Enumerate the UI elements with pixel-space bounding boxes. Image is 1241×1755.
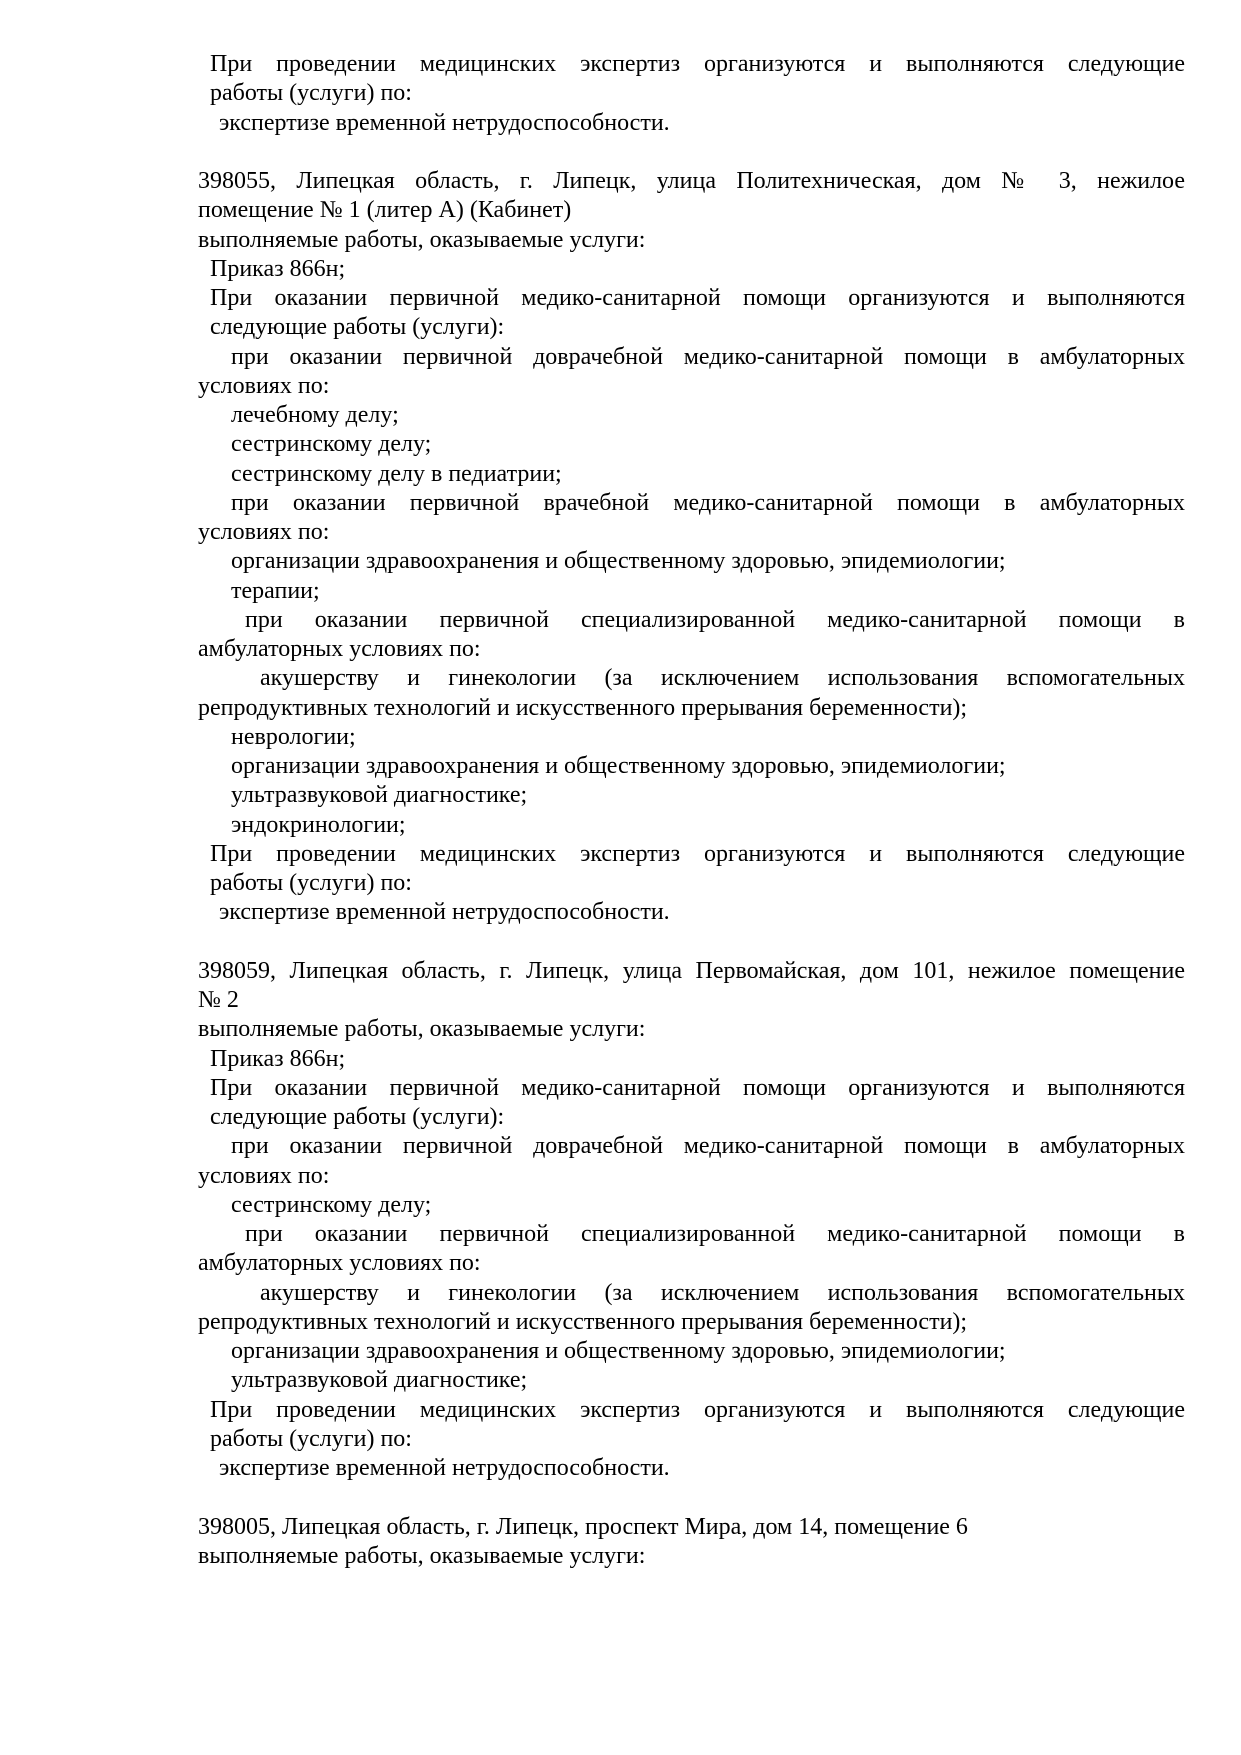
text-line: амбулаторных условиях по: (198, 1250, 481, 1277)
text-line: репродуктивных технологий и искусственного прерывания беременности); (198, 694, 968, 721)
text-line: помещение № 1 (литер А) (Кабинет) (198, 197, 572, 224)
text-line: работы (услуги) по: (210, 870, 412, 896)
text-line: При оказании первичной медико-санитарной помощи организуются и выполняются (210, 1074, 1185, 1101)
text-line: экспертизе временной нетрудоспособности. (219, 899, 670, 926)
text-line: При оказании первичной медико-санитарной помощи организуются и выполняются (210, 285, 1185, 311)
block-address-398005 (198, 1513, 1185, 1572)
block-expertise-top (198, 50, 1185, 138)
text-line: ультразвуковой диагностике; (231, 782, 528, 809)
text-line: сестринскому делу; (231, 431, 432, 458)
text-line: следующие работы (услуги): (210, 314, 505, 341)
text-line: неврологии; (231, 723, 356, 750)
text-line: Приказ 866н; (210, 1045, 346, 1072)
text-line: условиях по: (198, 372, 330, 399)
text-line: работы (услуги) по: (210, 80, 412, 107)
text-line: условиях по: (198, 1162, 330, 1189)
text-line: Приказ 866н; (210, 255, 346, 282)
text-line: эндокринологии; (231, 811, 406, 838)
text-line: при оказании первичной врачебной медико-санитарной помощи в амбулаторных (231, 489, 1185, 516)
text-line: при оказании первичной доврачебной медико-санитарной помощи в амбулаторных (231, 343, 1185, 370)
text-line: организации здравоохранения и общественному здоровью, эпидемиологии; (231, 548, 1006, 575)
text-line: 398005, Липецкая область, г. Липецк, проспект Мира, дом 14, помещение 6 (198, 1513, 968, 1540)
text-line: репродуктивных технологий и искусственного прерывания беременности); (198, 1308, 968, 1335)
text-line: следующие работы (услуги): (210, 1104, 505, 1130)
text-line: акушерству и гинекологии (за исключением использования вспомогательных (260, 665, 1185, 692)
text-line: организации здравоохранения и общественному здоровью, эпидемиологии; (231, 753, 1006, 779)
text-line: условиях по: (198, 519, 330, 545)
text-line: при оказании первичной специализированной медико-санитарной помощи в (245, 1221, 1185, 1247)
text-line: амбулаторных условиях по: (198, 636, 481, 662)
text-line: экспертизе временной нетрудоспособности. (219, 109, 670, 136)
text-line: выполняемые работы, оказываемые услуги: (198, 1016, 646, 1043)
block-address-398055 (198, 167, 1185, 928)
text-line: сестринскому делу; (231, 1191, 432, 1218)
text-line: № 2 (198, 987, 239, 1013)
text-line: акушерству и гинекологии (за исключением использования вспомогательных (260, 1279, 1185, 1306)
text-line: При проведении медицинских экспертиз организуются и выполняются следующие (210, 840, 1185, 867)
text-line: организации здравоохранения и общественному здоровью, эпидемиологии; (231, 1338, 1006, 1364)
block-address-398059 (198, 957, 1185, 1484)
text-line: работы (услуги) по: (210, 1425, 412, 1452)
text-line: сестринскому делу в педиатрии; (231, 460, 562, 487)
text-line: 398055, Липецкая область, г. Липецк, улица Политехническая, дом № 3, нежилое (198, 168, 1185, 194)
text-line: при оказании первичной доврачебной медико-санитарной помощи в амбулаторных (231, 1133, 1185, 1160)
text-line: 398059, Липецкая область, г. Липецк, улица Первомайская, дом 101, нежилое помещение (198, 957, 1185, 984)
text-line: выполняемые работы, оказываемые услуги: (198, 226, 646, 253)
text-line: При проведении медицинских экспертиз организуются и выполняются следующие (210, 51, 1185, 77)
text-line: терапии; (231, 577, 320, 604)
text-line: при оказании первичной специализированной медико-санитарной помощи в (245, 606, 1185, 633)
text-line: При проведении медицинских экспертиз организуются и выполняются следующие (210, 1396, 1185, 1423)
text-line: экспертизе временной нетрудоспособности. (219, 1455, 670, 1481)
text-line: выполняемые работы, оказываемые услуги: (198, 1542, 646, 1569)
text-line: ультразвуковой диагностике; (231, 1367, 528, 1394)
text-line: лечебному делу; (231, 402, 399, 428)
